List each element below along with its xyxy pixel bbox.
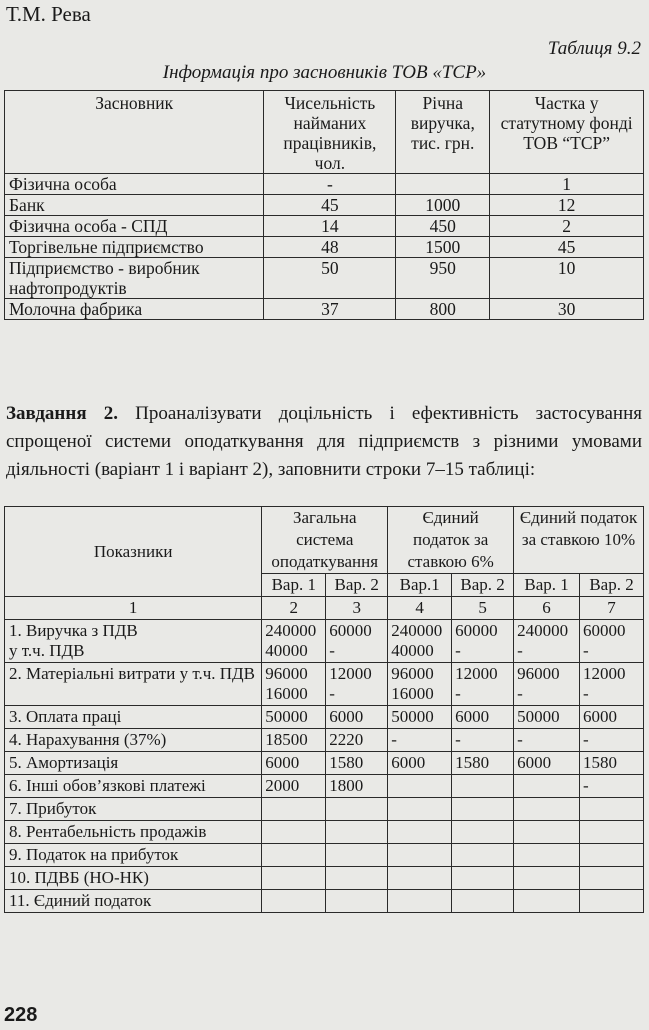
indicator-value xyxy=(514,821,580,844)
founder-value-cell: 45 xyxy=(490,237,644,258)
variant-header: Вар. 1 xyxy=(262,574,326,597)
founder-name-cell: Банк xyxy=(5,195,264,216)
founder-value-cell: 800 xyxy=(396,299,490,320)
indicator-value xyxy=(452,798,514,821)
indicator-value: 6000 xyxy=(326,706,388,729)
founder-value-cell: - xyxy=(264,174,396,195)
indicator-value xyxy=(388,867,452,890)
founder-value-cell: 50 xyxy=(264,258,396,299)
indicator-value xyxy=(262,798,326,821)
indicator-value xyxy=(262,867,326,890)
indicator-value: 12000 - xyxy=(580,663,644,706)
indicator-label: 2. Матеріальні витрати у т.ч. ПДВ xyxy=(5,663,262,706)
column-number: 5 xyxy=(452,597,514,620)
founder-value-cell xyxy=(396,174,490,195)
column-number: 6 xyxy=(514,597,580,620)
indicator-value xyxy=(514,867,580,890)
indicator-value xyxy=(580,867,644,890)
header-employees: Чисельність найманих працівників, чол. xyxy=(264,91,396,174)
indicator-value: 50000 xyxy=(388,706,452,729)
indicator-label: 10. ПДВБ (НО-НК) xyxy=(5,867,262,890)
variant-header: Вар. 2 xyxy=(452,574,514,597)
header-general-system: Загальна система оподаткування xyxy=(262,507,388,574)
indicator-value xyxy=(580,890,644,913)
founder-name-cell: Молочна фабрика xyxy=(5,299,264,320)
header-revenue: Річна виручка, тис. грн. xyxy=(396,91,490,174)
founder-value-cell: 950 xyxy=(396,258,490,299)
task-2-paragraph xyxy=(6,400,642,484)
header-single-tax-10: Єдиний податок за ставкою 10% xyxy=(514,507,644,574)
founder-row xyxy=(5,195,644,216)
task-2-label: Завдання 2. xyxy=(6,403,118,424)
founder-value-cell: 37 xyxy=(264,299,396,320)
indicator-label: 3. Оплата праці xyxy=(5,706,262,729)
indicator-value xyxy=(514,890,580,913)
indicator-value: 240000 40000 xyxy=(262,620,326,663)
indicator-row xyxy=(5,663,644,706)
indicator-value: 60000 - xyxy=(580,620,644,663)
header-share: Частка у статутному фонді ТОВ “ТСР” xyxy=(490,91,644,174)
indicator-value: 18500 xyxy=(262,729,326,752)
indicator-row xyxy=(5,620,644,663)
founder-value-cell: 1 xyxy=(490,174,644,195)
indicator-label: 6. Інші обов’язкові платежі xyxy=(5,775,262,798)
variant-header: Вар. 1 xyxy=(514,574,580,597)
indicator-value xyxy=(580,798,644,821)
founder-name-cell: Торгівельне підприємство xyxy=(5,237,264,258)
indicator-value: 60000 - xyxy=(452,620,514,663)
header-single-tax-6: Єдиний податок за ставкою 6% xyxy=(388,507,514,574)
indicator-row xyxy=(5,729,644,752)
column-number: 7 xyxy=(580,597,644,620)
indicator-value: 1580 xyxy=(452,752,514,775)
indicator-row xyxy=(5,752,644,775)
indicator-value xyxy=(580,844,644,867)
tax-comparison-table xyxy=(4,506,644,913)
founder-name-cell: Підприємство - виробник нафтопродуктів xyxy=(5,258,264,299)
indicator-value: 240000 - xyxy=(514,620,580,663)
founder-value-cell: 14 xyxy=(264,216,396,237)
indicator-value xyxy=(388,821,452,844)
founder-value-cell: 1500 xyxy=(396,237,490,258)
indicator-value xyxy=(262,890,326,913)
founder-row xyxy=(5,258,644,299)
indicator-value xyxy=(326,798,388,821)
indicator-value xyxy=(388,890,452,913)
indicator-value: 96000 16000 xyxy=(388,663,452,706)
indicator-row xyxy=(5,798,644,821)
indicator-label: 11. Єдиний податок xyxy=(5,890,262,913)
column-number: 3 xyxy=(326,597,388,620)
running-header-author: Т.М. Рева xyxy=(6,2,91,26)
indicator-value: - xyxy=(580,775,644,798)
indicator-value: 240000 40000 xyxy=(388,620,452,663)
founder-value-cell: 10 xyxy=(490,258,644,299)
indicator-value: 6000 xyxy=(514,752,580,775)
founder-name-cell: Фізична особа - СПД xyxy=(5,216,264,237)
indicator-value: - xyxy=(452,729,514,752)
indicator-value: - xyxy=(514,729,580,752)
founders-table-header-row xyxy=(5,91,644,174)
founder-row xyxy=(5,299,644,320)
indicator-value xyxy=(452,775,514,798)
indicator-label: 9. Податок на прибуток xyxy=(5,844,262,867)
indicator-value: 60000 - xyxy=(326,620,388,663)
indicator-value xyxy=(388,798,452,821)
indicator-value: 12000 - xyxy=(452,663,514,706)
indicator-value: 1580 xyxy=(326,752,388,775)
indicator-value: 50000 xyxy=(262,706,326,729)
page-number: 228 xyxy=(4,1004,38,1026)
column-number: 1 xyxy=(5,597,262,620)
header-indicators: Показники xyxy=(5,507,262,597)
indicator-value: 96000 - xyxy=(514,663,580,706)
indicator-row xyxy=(5,867,644,890)
column-number: 2 xyxy=(262,597,326,620)
founder-row xyxy=(5,216,644,237)
founder-value-cell: 48 xyxy=(264,237,396,258)
founder-name-cell: Фізична особа xyxy=(5,174,264,195)
indicator-value: 96000 16000 xyxy=(262,663,326,706)
indicator-value xyxy=(514,775,580,798)
indicator-value xyxy=(580,821,644,844)
indicator-row xyxy=(5,706,644,729)
header-founder: Засновник xyxy=(5,91,264,174)
indicator-label: 8. Рентабельність продажів xyxy=(5,821,262,844)
indicator-value xyxy=(514,844,580,867)
indicator-value xyxy=(452,890,514,913)
column-number: 4 xyxy=(388,597,452,620)
indicator-value: 2220 xyxy=(326,729,388,752)
column-number-row xyxy=(5,597,644,620)
indicator-value xyxy=(388,775,452,798)
group-header-row xyxy=(5,507,644,574)
indicator-value xyxy=(452,867,514,890)
indicator-value xyxy=(514,798,580,821)
indicator-value: 6000 xyxy=(388,752,452,775)
indicator-value: 2000 xyxy=(262,775,326,798)
indicator-value xyxy=(262,821,326,844)
indicator-row xyxy=(5,844,644,867)
indicator-label: 4. Нарахування (37%) xyxy=(5,729,262,752)
indicator-value xyxy=(262,844,326,867)
indicator-row xyxy=(5,890,644,913)
indicator-label: 1. Виручка з ПДВ у т.ч. ПДВ xyxy=(5,620,262,663)
indicator-value xyxy=(326,844,388,867)
indicator-value: - xyxy=(388,729,452,752)
indicator-label: 5. Амортизація xyxy=(5,752,262,775)
founder-row xyxy=(5,237,644,258)
indicator-value: 1580 xyxy=(580,752,644,775)
founder-value-cell: 12 xyxy=(490,195,644,216)
indicator-value xyxy=(326,890,388,913)
indicator-row xyxy=(5,821,644,844)
indicator-value xyxy=(388,844,452,867)
indicator-value xyxy=(326,867,388,890)
founder-row xyxy=(5,174,644,195)
indicator-row xyxy=(5,775,644,798)
indicator-value: 6000 xyxy=(262,752,326,775)
indicator-value: - xyxy=(580,729,644,752)
founder-value-cell: 450 xyxy=(396,216,490,237)
table-title: Інформація про засновників ТОВ «ТСР» xyxy=(162,62,487,83)
indicator-value: 12000 - xyxy=(326,663,388,706)
task-2-text: Проаналізувати доцільність і ефективність застосування спрощеної системи оподаткування для підприємств з різними умовами діяльності (варіант 1 і варіант 2), заповнити строки 7–15 таблиці: xyxy=(6,403,642,480)
founder-value-cell: 30 xyxy=(490,299,644,320)
founders-table xyxy=(4,90,644,320)
indicator-value: 1800 xyxy=(326,775,388,798)
variant-header: Вар. 2 xyxy=(326,574,388,597)
variant-header: Вар.1 xyxy=(388,574,452,597)
indicator-label: 7. Прибуток xyxy=(5,798,262,821)
indicator-value: 50000 xyxy=(514,706,580,729)
founder-value-cell: 2 xyxy=(490,216,644,237)
indicator-value: 6000 xyxy=(580,706,644,729)
indicator-value xyxy=(326,821,388,844)
founder-value-cell: 45 xyxy=(264,195,396,216)
indicator-value xyxy=(452,844,514,867)
variant-header: Вар. 2 xyxy=(580,574,644,597)
table-number: Таблиця 9.2 xyxy=(547,38,641,59)
founder-value-cell: 1000 xyxy=(396,195,490,216)
indicator-value xyxy=(452,821,514,844)
indicator-value: 6000 xyxy=(452,706,514,729)
